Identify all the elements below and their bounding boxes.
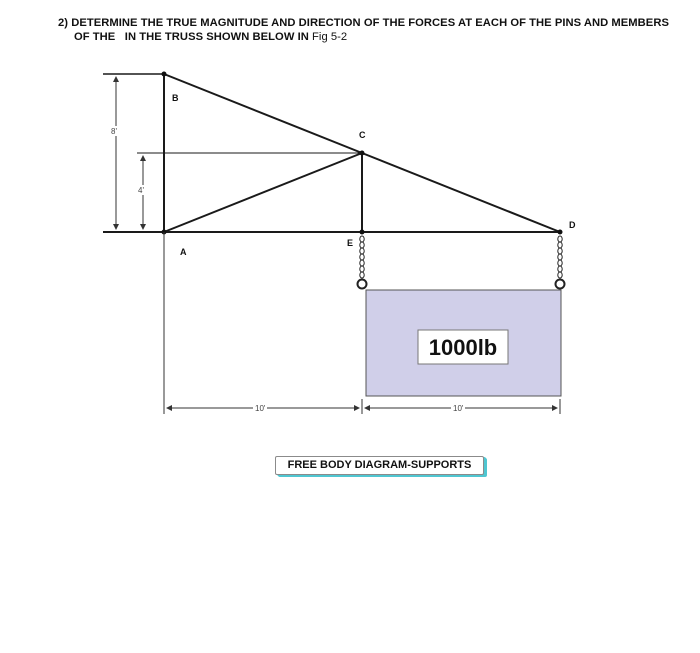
member-ac (164, 153, 362, 232)
chain-e (358, 236, 367, 289)
dim-label-span-left: 10' (255, 404, 266, 413)
label-d: D (569, 220, 576, 230)
problem-line-2-text: OF THE IN THE TRUSS SHOWN BELOW IN (74, 31, 313, 43)
joint-e (360, 230, 365, 235)
dim-label-span-right: 10' (453, 404, 464, 413)
chain-d (556, 236, 565, 289)
label-a: A (180, 247, 187, 257)
member-cd (362, 153, 560, 232)
label-c: C (359, 130, 366, 140)
dimension-height-total (110, 77, 122, 229)
member-bc (164, 74, 362, 153)
figure-reference: Fig 5-2 (312, 31, 348, 43)
problem-line-1: 2) DETERMINE THE TRUE MAGNITUDE AND DIRECTION OF THE FORCES AT EACH OF THE PINS AND MEMBERS (58, 17, 669, 29)
fbd-supports-button[interactable]: FREE BODY DIAGRAM-SUPPORTS (275, 456, 484, 475)
dim-label-8ft: 8' (111, 127, 117, 136)
dimension-height-half (137, 153, 362, 229)
label-e: E (347, 238, 354, 248)
label-b: B (172, 93, 179, 103)
joint-b (162, 72, 167, 77)
load-label: 1000lb (428, 335, 498, 360)
joint-d (558, 230, 563, 235)
dim-label-4ft: 4' (138, 186, 144, 195)
